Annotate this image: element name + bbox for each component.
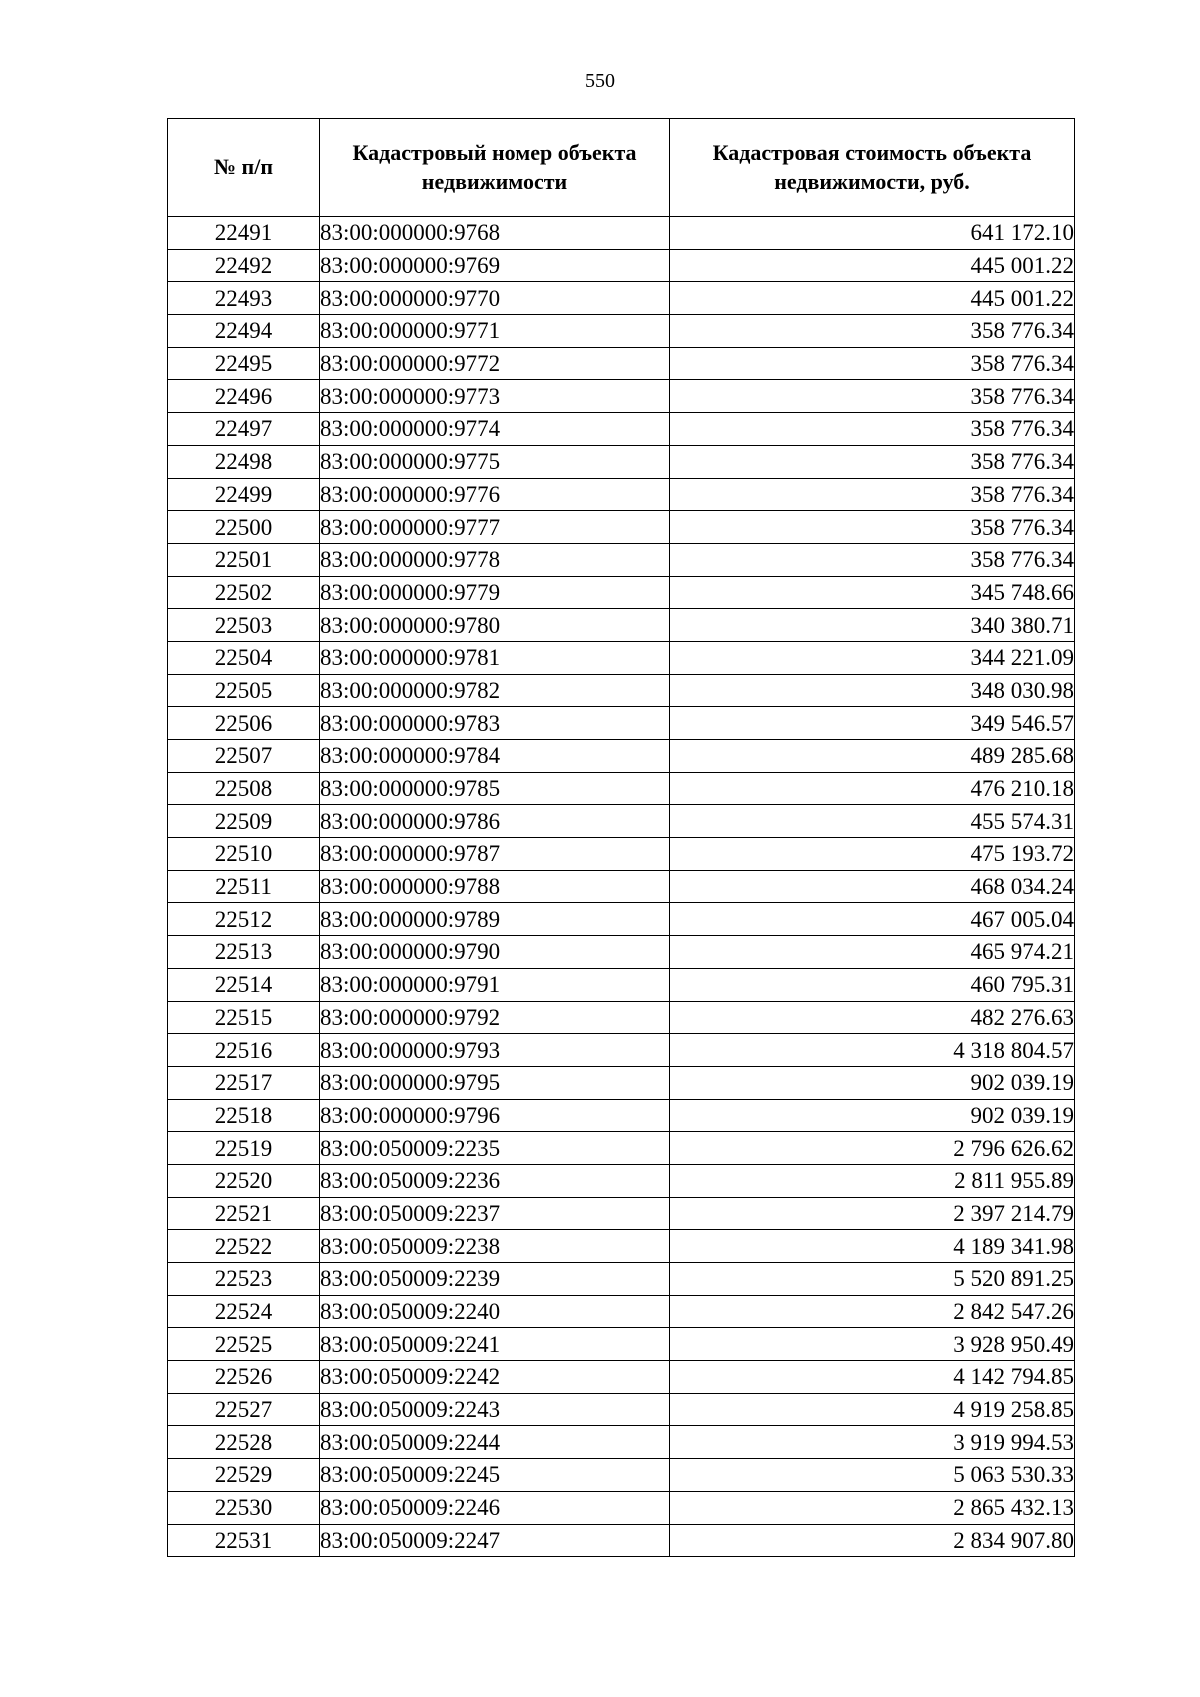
table-row <box>168 249 1075 282</box>
cadastral-number-cell: 83:00:050009:2241 <box>320 1328 670 1361</box>
table-row <box>168 1426 1075 1459</box>
cadastral-value-cell: 902 039.19 <box>670 1099 1075 1132</box>
cadastral-value-cell: 349 546.57 <box>670 707 1075 740</box>
table-row <box>168 576 1075 609</box>
cadastral-number-cell: 83:00:000000:9769 <box>320 249 670 282</box>
cadastral-value-cell: 358 776.34 <box>670 543 1075 576</box>
cadastral-number-cell: 83:00:000000:9791 <box>320 968 670 1001</box>
row-number-cell: 22491 <box>168 217 320 250</box>
row-number-cell: 22517 <box>168 1066 320 1099</box>
row-number-cell: 22506 <box>168 707 320 740</box>
cadastral-value-cell: 344 221.09 <box>670 641 1075 674</box>
row-number-cell: 22498 <box>168 445 320 478</box>
row-number-cell: 22527 <box>168 1393 320 1426</box>
table-row <box>168 380 1075 413</box>
cadastral-value-cell: 641 172.10 <box>670 217 1075 250</box>
cadastral-value-cell: 4 919 258.85 <box>670 1393 1075 1426</box>
cadastral-number-cell: 83:00:000000:9771 <box>320 315 670 348</box>
cadastral-number-cell: 83:00:000000:9768 <box>320 217 670 250</box>
table-row <box>168 1524 1075 1557</box>
cadastral-number-cell: 83:00:050009:2235 <box>320 1132 670 1165</box>
row-number-cell: 22510 <box>168 838 320 871</box>
cadastral-number-cell: 83:00:000000:9792 <box>320 1001 670 1034</box>
table-row <box>168 413 1075 446</box>
cadastral-number-cell: 83:00:000000:9787 <box>320 838 670 871</box>
table-row <box>168 838 1075 871</box>
table-row <box>168 1491 1075 1524</box>
cadastral-number-cell: 83:00:000000:9777 <box>320 511 670 544</box>
cadastral-value-cell: 460 795.31 <box>670 968 1075 1001</box>
cadastral-value-cell: 348 030.98 <box>670 674 1075 707</box>
cadastral-number-cell: 83:00:000000:9788 <box>320 870 670 903</box>
cadastral-value-cell: 455 574.31 <box>670 805 1075 838</box>
cadastral-number-cell: 83:00:000000:9779 <box>320 576 670 609</box>
cadastral-value-cell: 358 776.34 <box>670 347 1075 380</box>
cadastral-number-cell: 83:00:000000:9796 <box>320 1099 670 1132</box>
table-body <box>168 217 1075 1557</box>
table-row <box>168 282 1075 315</box>
cadastral-number-cell: 83:00:000000:9778 <box>320 543 670 576</box>
row-number-cell: 22522 <box>168 1230 320 1263</box>
table-row <box>168 903 1075 936</box>
cadastral-number-cell: 83:00:000000:9770 <box>320 282 670 315</box>
cadastral-value-cell: 2 834 907.80 <box>670 1524 1075 1557</box>
cadastral-value-cell: 4 142 794.85 <box>670 1361 1075 1394</box>
table-row <box>168 1034 1075 1067</box>
header-row-number: № п/п <box>168 119 320 217</box>
cadastral-value-cell: 5 063 530.33 <box>670 1459 1075 1492</box>
cadastral-number-cell: 83:00:000000:9789 <box>320 903 670 936</box>
row-number-cell: 22521 <box>168 1197 320 1230</box>
table-row <box>168 1393 1075 1426</box>
table-row <box>168 1066 1075 1099</box>
row-number-cell: 22524 <box>168 1295 320 1328</box>
cadastral-value-cell: 475 193.72 <box>670 838 1075 871</box>
table-row <box>168 805 1075 838</box>
table-row <box>168 445 1075 478</box>
table-row <box>168 1230 1075 1263</box>
row-number-cell: 22497 <box>168 413 320 446</box>
table-row <box>168 478 1075 511</box>
cadastral-value-cell: 902 039.19 <box>670 1066 1075 1099</box>
row-number-cell: 22501 <box>168 543 320 576</box>
cadastral-number-cell: 83:00:000000:9781 <box>320 641 670 674</box>
cadastral-number-cell: 83:00:000000:9782 <box>320 674 670 707</box>
row-number-cell: 22505 <box>168 674 320 707</box>
cadastral-number-cell: 83:00:050009:2238 <box>320 1230 670 1263</box>
header-cadastral-number: Кадастровый номер объекта недвижимости <box>320 119 670 217</box>
cadastral-value-cell: 468 034.24 <box>670 870 1075 903</box>
table-row <box>168 1132 1075 1165</box>
table-header-row <box>168 119 1075 217</box>
cadastral-number-cell: 83:00:000000:9786 <box>320 805 670 838</box>
row-number-cell: 22493 <box>168 282 320 315</box>
table-row <box>168 936 1075 969</box>
cadastral-value-cell: 5 520 891.25 <box>670 1263 1075 1296</box>
cadastral-number-cell: 83:00:050009:2244 <box>320 1426 670 1459</box>
row-number-cell: 22518 <box>168 1099 320 1132</box>
cadastral-value-cell: 4 318 804.57 <box>670 1034 1075 1067</box>
row-number-cell: 22500 <box>168 511 320 544</box>
table-row <box>168 511 1075 544</box>
cadastral-number-cell: 83:00:050009:2237 <box>320 1197 670 1230</box>
row-number-cell: 22528 <box>168 1426 320 1459</box>
cadastral-number-cell: 83:00:050009:2236 <box>320 1164 670 1197</box>
table-row <box>168 1459 1075 1492</box>
row-number-cell: 22516 <box>168 1034 320 1067</box>
table-row <box>168 1328 1075 1361</box>
cadastral-number-cell: 83:00:000000:9774 <box>320 413 670 446</box>
cadastral-number-cell: 83:00:050009:2242 <box>320 1361 670 1394</box>
table-row <box>168 1197 1075 1230</box>
cadastral-value-cell: 489 285.68 <box>670 740 1075 773</box>
row-number-cell: 22531 <box>168 1524 320 1557</box>
cadastral-value-cell: 340 380.71 <box>670 609 1075 642</box>
row-number-cell: 22514 <box>168 968 320 1001</box>
cadastral-number-cell: 83:00:050009:2239 <box>320 1263 670 1296</box>
page-number: 550 <box>585 70 615 92</box>
cadastral-value-cell: 465 974.21 <box>670 936 1075 969</box>
cadastral-value-cell: 358 776.34 <box>670 478 1075 511</box>
cadastral-value-cell: 476 210.18 <box>670 772 1075 805</box>
row-number-cell: 22512 <box>168 903 320 936</box>
cadastral-number-cell: 83:00:000000:9785 <box>320 772 670 805</box>
cadastral-value-cell: 2 811 955.89 <box>670 1164 1075 1197</box>
cadastral-value-cell: 4 189 341.98 <box>670 1230 1075 1263</box>
row-number-cell: 22519 <box>168 1132 320 1165</box>
table-row <box>168 674 1075 707</box>
cadastral-number-cell: 83:00:000000:9795 <box>320 1066 670 1099</box>
table-row <box>168 217 1075 250</box>
cadastral-value-cell: 2 865 432.13 <box>670 1491 1075 1524</box>
cadastral-number-cell: 83:00:000000:9790 <box>320 936 670 969</box>
cadastral-number-cell: 83:00:050009:2245 <box>320 1459 670 1492</box>
table-row <box>168 740 1075 773</box>
table-row <box>168 1001 1075 1034</box>
table-row <box>168 543 1075 576</box>
cadastral-value-cell: 3 928 950.49 <box>670 1328 1075 1361</box>
table-row <box>168 707 1075 740</box>
row-number-cell: 22503 <box>168 609 320 642</box>
cadastral-number-cell: 83:00:000000:9776 <box>320 478 670 511</box>
row-number-cell: 22496 <box>168 380 320 413</box>
cadastral-number-cell: 83:00:000000:9784 <box>320 740 670 773</box>
cadastral-number-cell: 83:00:050009:2240 <box>320 1295 670 1328</box>
cadastral-number-cell: 83:00:000000:9793 <box>320 1034 670 1067</box>
row-number-cell: 22523 <box>168 1263 320 1296</box>
table-row <box>168 315 1075 348</box>
row-number-cell: 22525 <box>168 1328 320 1361</box>
row-number-cell: 22526 <box>168 1361 320 1394</box>
row-number-cell: 22502 <box>168 576 320 609</box>
row-number-cell: 22513 <box>168 936 320 969</box>
table-row <box>168 1295 1075 1328</box>
row-number-cell: 22520 <box>168 1164 320 1197</box>
table-row <box>168 609 1075 642</box>
cadastral-value-cell: 358 776.34 <box>670 380 1075 413</box>
cadastral-value-cell: 358 776.34 <box>670 413 1075 446</box>
row-number-cell: 22507 <box>168 740 320 773</box>
cadastral-value-cell: 467 005.04 <box>670 903 1075 936</box>
cadastral-value-cell: 358 776.34 <box>670 445 1075 478</box>
cadastral-number-cell: 83:00:050009:2243 <box>320 1393 670 1426</box>
table-row <box>168 347 1075 380</box>
cadastral-value-cell: 2 842 547.26 <box>670 1295 1075 1328</box>
cadastral-number-cell: 83:00:000000:9783 <box>320 707 670 740</box>
cadastral-value-cell: 358 776.34 <box>670 511 1075 544</box>
cadastral-value-cell: 345 748.66 <box>670 576 1075 609</box>
table-row <box>168 1164 1075 1197</box>
cadastral-value-cell: 358 776.34 <box>670 315 1075 348</box>
row-number-cell: 22530 <box>168 1491 320 1524</box>
table-row <box>168 870 1075 903</box>
cadastral-value-cell: 2 397 214.79 <box>670 1197 1075 1230</box>
row-number-cell: 22508 <box>168 772 320 805</box>
cadastral-number-cell: 83:00:050009:2247 <box>320 1524 670 1557</box>
row-number-cell: 22529 <box>168 1459 320 1492</box>
table-row <box>168 641 1075 674</box>
row-number-cell: 22495 <box>168 347 320 380</box>
cadastral-number-cell: 83:00:000000:9772 <box>320 347 670 380</box>
table-row <box>168 1099 1075 1132</box>
cadastral-value-cell: 2 796 626.62 <box>670 1132 1075 1165</box>
cadastral-number-cell: 83:00:050009:2246 <box>320 1491 670 1524</box>
row-number-cell: 22511 <box>168 870 320 903</box>
table-row <box>168 772 1075 805</box>
cadastral-value-cell: 445 001.22 <box>670 249 1075 282</box>
table-row <box>168 968 1075 1001</box>
cadastral-value-cell: 482 276.63 <box>670 1001 1075 1034</box>
table-row <box>168 1361 1075 1394</box>
cadastral-value-cell: 445 001.22 <box>670 282 1075 315</box>
row-number-cell: 22494 <box>168 315 320 348</box>
row-number-cell: 22504 <box>168 641 320 674</box>
row-number-cell: 22492 <box>168 249 320 282</box>
cadastral-number-cell: 83:00:000000:9780 <box>320 609 670 642</box>
header-cadastral-value: Кадастровая стоимость объекта недвижимости, руб. <box>670 119 1075 217</box>
cadastral-number-cell: 83:00:000000:9773 <box>320 380 670 413</box>
cadastral-value-table <box>167 118 1075 1557</box>
cadastral-number-cell: 83:00:000000:9775 <box>320 445 670 478</box>
cadastral-value-cell: 3 919 994.53 <box>670 1426 1075 1459</box>
row-number-cell: 22499 <box>168 478 320 511</box>
row-number-cell: 22515 <box>168 1001 320 1034</box>
table-row <box>168 1263 1075 1296</box>
row-number-cell: 22509 <box>168 805 320 838</box>
